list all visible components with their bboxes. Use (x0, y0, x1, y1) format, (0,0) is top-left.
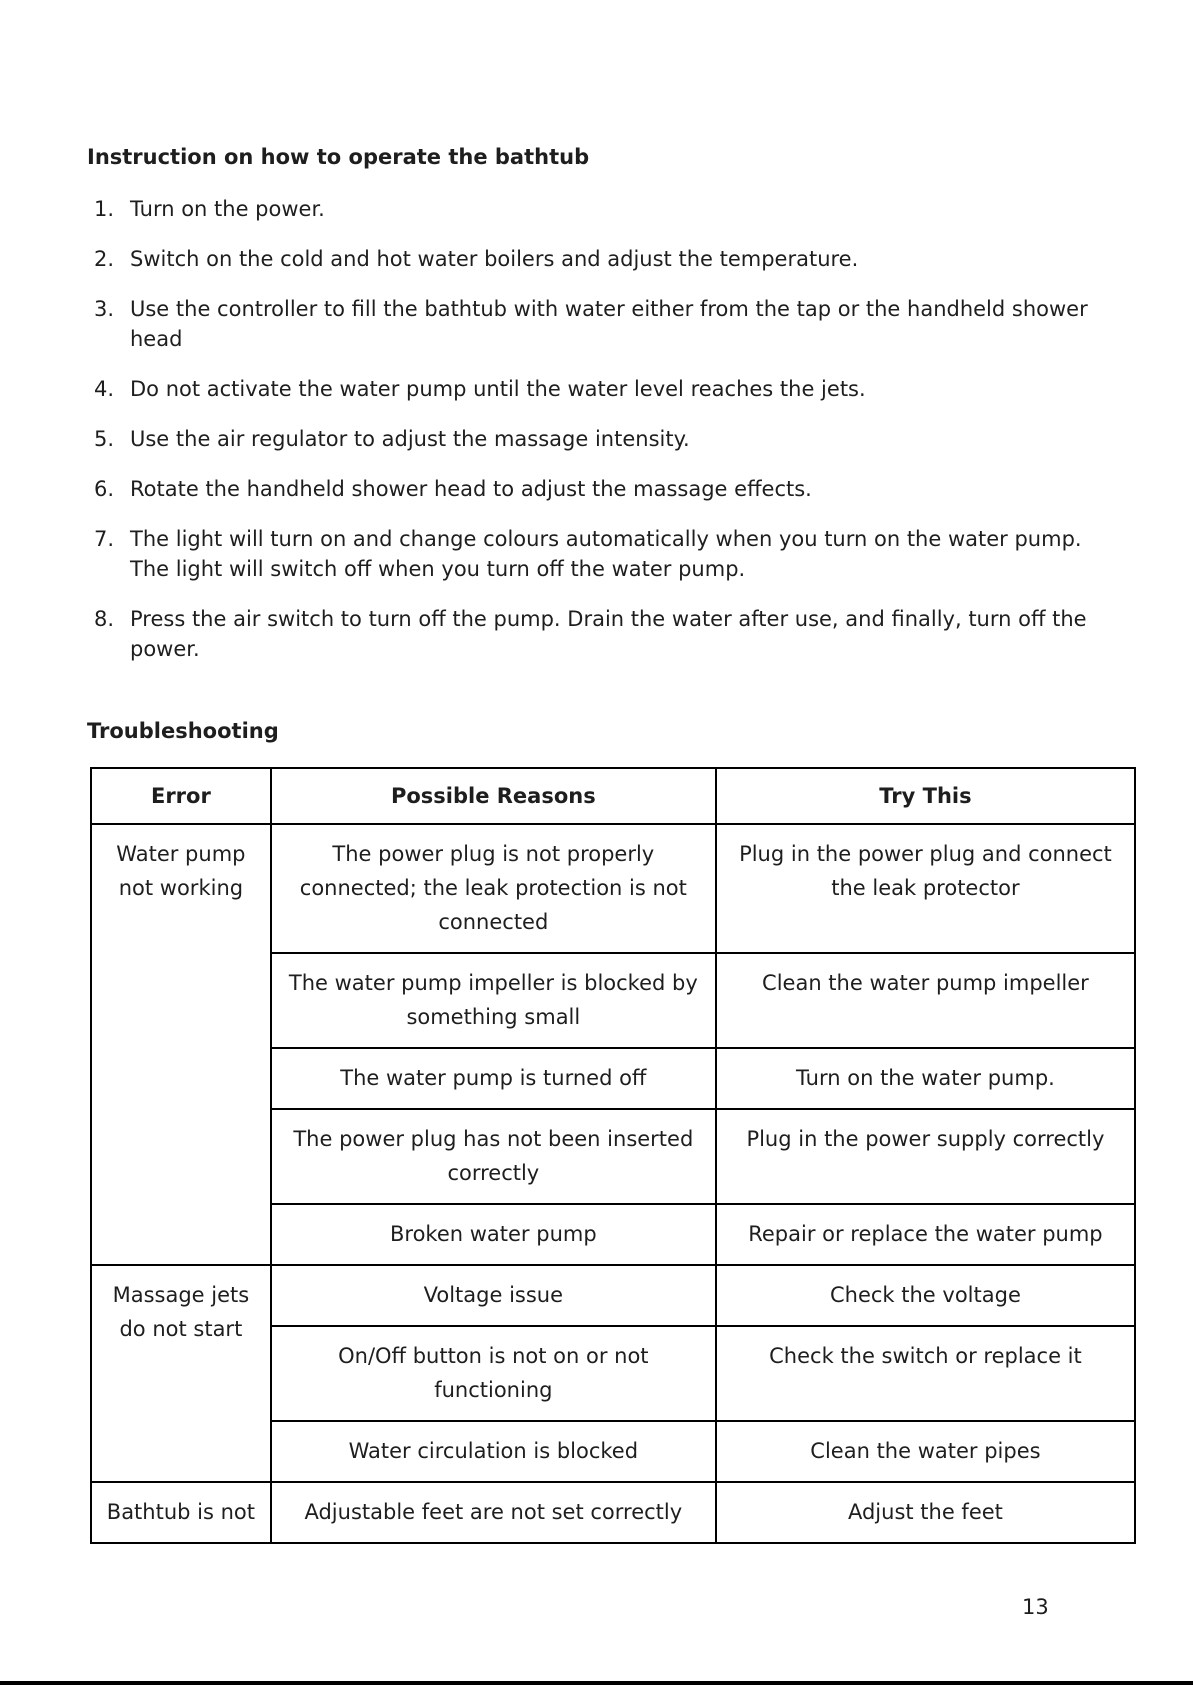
table-header-row (91, 768, 1135, 824)
step-number: 1. (94, 197, 115, 221)
table-row (91, 1265, 1135, 1326)
step-text: Use the controller to fill the bathtub with water either from the tap or the handheld shower head (130, 297, 1088, 351)
step-number: 5. (94, 427, 115, 451)
try-cell: Plug in the power plug and connect the leak protector (716, 824, 1135, 953)
instructions-title: Instruction on how to operate the bathtub (87, 145, 590, 169)
reason-cell: Broken water pump (271, 1204, 716, 1265)
page-number: 13 (1022, 1595, 1049, 1619)
reason-cell: Voltage issue (271, 1265, 716, 1326)
try-cell: Check the switch or replace it (716, 1326, 1135, 1421)
troubleshooting-title: Troubleshooting (87, 719, 279, 743)
error-cell: Massage jets do not start (91, 1265, 271, 1482)
list-item (87, 424, 1107, 454)
try-cell: Clean the water pipes (716, 1421, 1135, 1482)
list-item (87, 524, 1107, 584)
step-number: 7. (94, 527, 115, 551)
step-number: 4. (94, 377, 115, 401)
try-cell: Check the voltage (716, 1265, 1135, 1326)
list-item (87, 294, 1107, 354)
step-number: 2. (94, 247, 115, 271)
table-row (91, 1482, 1135, 1543)
list-item (87, 474, 1107, 504)
instruction-list (87, 194, 1107, 684)
try-cell: Plug in the power supply correctly (716, 1109, 1135, 1204)
column-header-error: Error (91, 768, 271, 824)
step-text: Do not activate the water pump until the water level reaches the jets. (130, 377, 866, 401)
reason-cell: Water circulation is blocked (271, 1421, 716, 1482)
try-cell: Repair or replace the water pump (716, 1204, 1135, 1265)
try-cell: Adjust the feet (716, 1482, 1135, 1543)
step-number: 6. (94, 477, 115, 501)
try-cell: Turn on the water pump. (716, 1048, 1135, 1109)
column-header-reasons: Possible Reasons (271, 768, 716, 824)
reason-cell: The power plug has not been inserted correctly (271, 1109, 716, 1204)
reason-cell: The water pump impeller is blocked by something small (271, 953, 716, 1048)
list-item (87, 194, 1107, 224)
step-number: 3. (94, 297, 115, 321)
table-row (91, 824, 1135, 953)
step-text: Turn on the power. (130, 197, 325, 221)
step-text: Use the air regulator to adjust the massage intensity. (130, 427, 690, 451)
step-text: Press the air switch to turn off the pump. Drain the water after use, and finally, turn off the power. (130, 607, 1087, 661)
step-text: Switch on the cold and hot water boilers and adjust the temperature. (130, 247, 859, 271)
page-bottom-divider (0, 1681, 1193, 1685)
troubleshooting-table (90, 767, 1136, 1544)
error-cell: Water pump not working (91, 824, 271, 1265)
list-item (87, 374, 1107, 404)
step-number: 8. (94, 607, 115, 631)
list-item (87, 244, 1107, 274)
column-header-try: Try This (716, 768, 1135, 824)
reason-cell: The water pump is turned off (271, 1048, 716, 1109)
reason-cell: Adjustable feet are not set correctly (271, 1482, 716, 1543)
reason-cell: The power plug is not properly connected; the leak protection is not connected (271, 824, 716, 953)
list-item (87, 604, 1107, 664)
try-cell: Clean the water pump impeller (716, 953, 1135, 1048)
error-cell: Bathtub is not (91, 1482, 271, 1543)
step-text: Rotate the handheld shower head to adjust the massage effects. (130, 477, 812, 501)
step-text: The light will turn on and change colours automatically when you turn on the water pump. The light will switch off when you turn off the water pump. (130, 527, 1082, 581)
reason-cell: On/Off button is not on or not functioning (271, 1326, 716, 1421)
